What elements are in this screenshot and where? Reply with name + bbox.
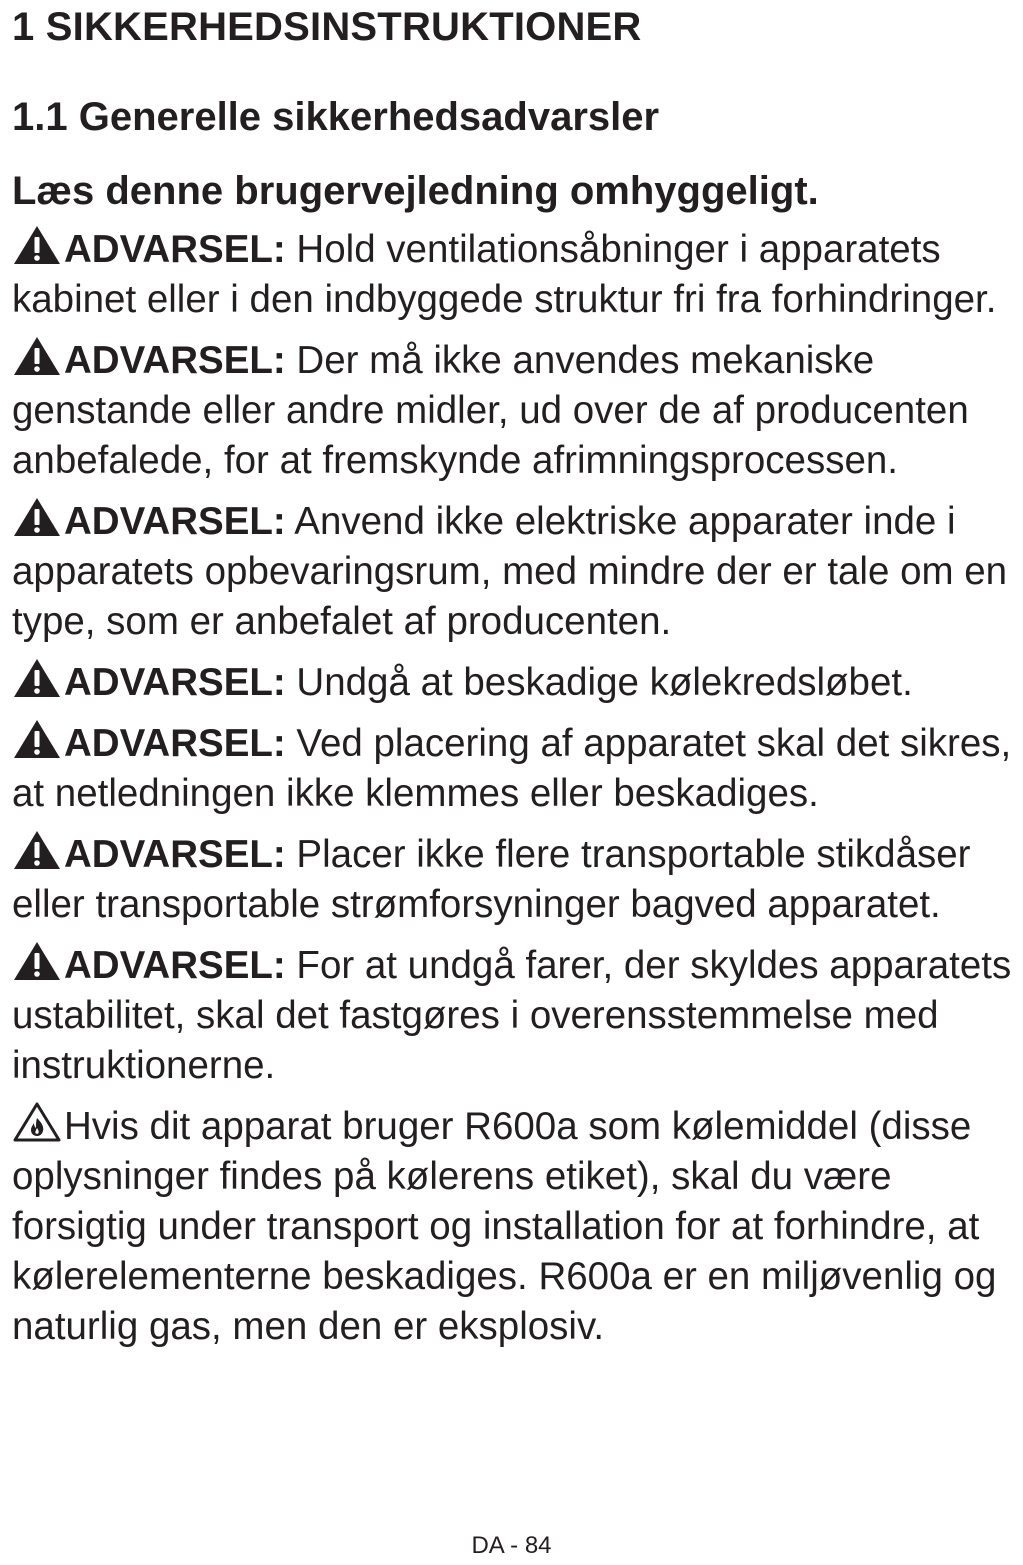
warning-triangle-icon [12,718,62,760]
warning-label: ADVARSEL: [64,339,286,382]
flammable-note [12,1101,1018,1352]
warning-label: ADVARSEL: [64,500,286,543]
lead-instruction: Læs denne brugervejledning omhyggeligt. [12,169,819,213]
warning-item [12,335,1018,486]
warning-item [12,224,1018,325]
section-heading: 1 SIKKERHEDSINSTRUKTIONER [12,5,642,49]
warning-triangle-icon [12,657,62,699]
warning-triangle-icon [12,829,62,871]
warning-list [12,224,1018,1362]
warning-triangle-icon [12,496,62,538]
warning-text: Ved placering af apparatet skal det sikres, at netledningen ikke klemmes eller beskadiges. [12,722,1012,815]
warning-text: Anvend ikke elektriske apparater inde i apparatets opbevaringsrum, med mindre der er tale om en type, som er anbefalet af producenten. [12,500,1008,643]
warning-item [12,496,1018,647]
warning-label: ADVARSEL: [64,722,286,765]
subsection-heading: 1.1 Generelle sikkerhedsadvarsler [12,95,660,139]
warning-text: Der må ikke anvendes mekaniske genstande eller andre midler, ud over de af producenten anbefalede, for at fremskynde afrimningsprocessen. [12,339,969,482]
warning-item [12,718,1018,819]
warning-text: For at undgå farer, der skyldes apparatets ustabilitet, skal det fastgøres i overensstemmelse med instruktionerne. [12,944,1012,1087]
warning-label: ADVARSEL: [64,833,286,876]
warning-text: Placer ikke flere transportable stikdåser eller transportable strømforsyninger bagved apparatet. [12,833,971,926]
warning-label: ADVARSEL: [64,944,286,987]
warning-triangle-icon [12,940,62,982]
flammable-warning-icon [12,1101,62,1143]
warning-item [12,829,1018,930]
flammable-note-text: Hvis dit apparat bruger R600a som kølemiddel (disse oplysninger findes på kølerens etiket), skal du være forsigtig under transport og installation for at forhindre, at kølerelementerne beskadiges. R600a er en miljøvenlig og naturlig gas, men den er eksplosiv. [12,1105,997,1348]
warning-label: ADVARSEL: [64,661,286,704]
warning-text: Hold ventilationsåbninger i apparatets kabinet eller i den indbyggede struktur fri fra forhindringer. [12,228,997,321]
warning-item [12,657,1018,708]
warning-label: ADVARSEL: [64,228,286,271]
page-number: DA - 84 [471,1532,552,1559]
warning-text: Undgå at beskadige kølekredsløbet. [285,661,913,704]
warning-triangle-icon [12,335,62,377]
warning-triangle-icon [12,224,62,266]
warning-item [12,940,1018,1091]
